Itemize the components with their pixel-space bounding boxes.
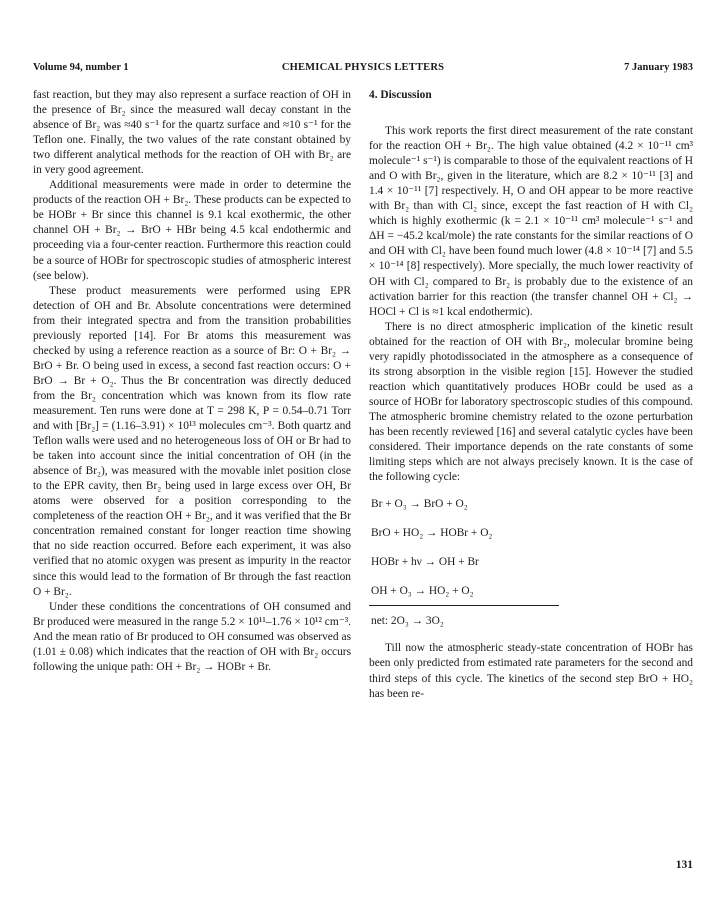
equation: Br + O₃ → BrO + O₂: [371, 498, 468, 511]
equation: BrO + HO₂ → HOBr + O₂: [371, 527, 493, 540]
net-equation: net: 2O₃ → 3O₂: [371, 615, 444, 628]
journal-title: CHEMICAL PHYSICS LETTERS: [281, 62, 445, 73]
volume-info: Volume 94, number 1: [33, 62, 129, 73]
paragraph: Under these conditions the concentrations of OH consumed and Br produced were measured in the range 5.2 × 10¹¹–1.76 × 10¹² cm⁻³. And the mean ratio of Br produced to OH consumed was observed as (1.01 ± 0.08) which indicates that the reaction of OH with Br₂ occurs following the unique path: OH + Br₂ → HOBr + Br.: [33, 600, 351, 673]
paragraph: Additional measurements were made in order to determine the products of the reaction OH + Br₂. These products can be expected to be HOBr + Br since this channel is 9.1 kcal exothermic, the other channel OH + Br₂ → BrO + HBr being 4.5 kcal endothermic and proceeding via a four-center reaction. Furthermore this reaction could be a source of HOBr for spectroscopic studies of atmospheric interest (see below).: [33, 179, 351, 282]
page-number: 131: [675, 859, 693, 871]
paragraph: These product measurements were performed using EPR detection of OH and Br. Absolute concentrations were determined from their integrated spectra and from the transition probabilities previously reported [14]. For Br atoms this measurement was checked by using a reference reaction as a source of Br: O + Br₂ → BrO + Br. O being used in excess, a second fast reaction occurs: O + BrO → Br + O₂. Thus the Br concentration was directly deduced from the Br₂ concentration which was known from its flow rate measurement. Ten runs were done at T = 298 K, P = 0.54–0.71 Torr and with [Br₂] = (1.16–3.91) × 10¹³ molecules cm⁻³. Both quartz and Teflon walls were used and no heterogeneous loss of OH or Br had to be taken into account since the initial concentration of OH (in the absence of Br₂), was measured with the movable inlet position close to the EPR cavity, then Br₂ being used in large excess over OH, Br atoms were observed for a position corresponding to the completeness of the reaction OH + Br₂, and it was verified that the Br concentration remained constant for longer reaction time showing that no side reaction occurred. Before each experiment, it was also verified that no atomic oxygen was present as impurity in the reactor since this would lead to the formation of Br through the fast reaction O + Br₂.: [33, 284, 351, 598]
equation-rule: [369, 605, 559, 606]
right-column: [369, 88, 693, 702]
paragraph: Till now the atmospheric steady-state concentration of HOBr has been only predicted from estimated rate parameters for the second and third steps of this cycle. The kinetics of the second step BrO + HO₂ has been re-: [369, 642, 693, 700]
equation: OH + O₃ → HO₂ + O₂: [371, 585, 474, 598]
running-header: [33, 62, 693, 78]
paragraph: fast reaction, but they may also represent a surface reaction of OH in the presence of Br₂ since the measured wall decay constant in the absence of Br₂ was ≈40 s⁻¹ for the quartz surface and ≈10 s⁻¹ for the Teflon one. Finally, the two values of the rate constant obtained by two different analytical methods for the reaction of OH with Br₂ are in very good agreement.: [33, 89, 351, 177]
equation: HOBr + hν → OH + Br: [371, 556, 479, 569]
left-column: [33, 88, 351, 675]
paragraph: There is no direct atmospheric implication of the kinetic result obtained for the reaction of OH with Br₂, molecular bromine being very rapidly photodissociated in the atmosphere as a consequence of its strong absorption in the visible region [15]. However the studied reaction which quantitatively produces HOBr could be used as a source of HOBr for laboratory spectroscopic studies of this compound. The atmospheric bromine chemistry related to the ozone perturbation has been recently reviewed [16] and several catalytic cycles have been considered. Their importance depends on the rate constants of some limiting steps which are not always precisely known. It is the case of the following cycle:: [369, 320, 693, 484]
paragraph: This work reports the first direct measurement of the rate constant for the reaction OH + Br₂. The high value obtained (4.2 × 10⁻¹¹ cm³ molecule⁻¹ s⁻¹) is comparable to those of the equivalent reactions of H and O with Br₂, given in the literature, which are 8.2 × 10⁻¹¹ [3] and 1.4 × 10⁻¹¹ [7] respectively. H, O and OH appear to be more reactive with Br₂ than with Cl₂ since, except the fast reaction of H with Cl₂ which is highly exothermic (k = 2.1 × 10⁻¹¹ cm³ molecule⁻¹ s⁻¹ and ΔH = −45.2 kcal/mole) the rate constants for the similar reactions of O and OH with Cl₂ have been found much lower (4.8 × 10⁻¹⁴ [7] and 5.5 × 10⁻¹⁴ [8] respectively). More specially, the much lower reactivity of OH with Cl₂ compared to Br₂ is probably due to the existence of an activation barrier for this reaction (the transfer channel OH + Cl₂ → HOCl + Cl is ≈1 kcal endothermic).: [369, 125, 693, 318]
issue-date: 7 January 1983: [624, 62, 693, 73]
section-heading: 4. Discussion: [369, 89, 432, 101]
